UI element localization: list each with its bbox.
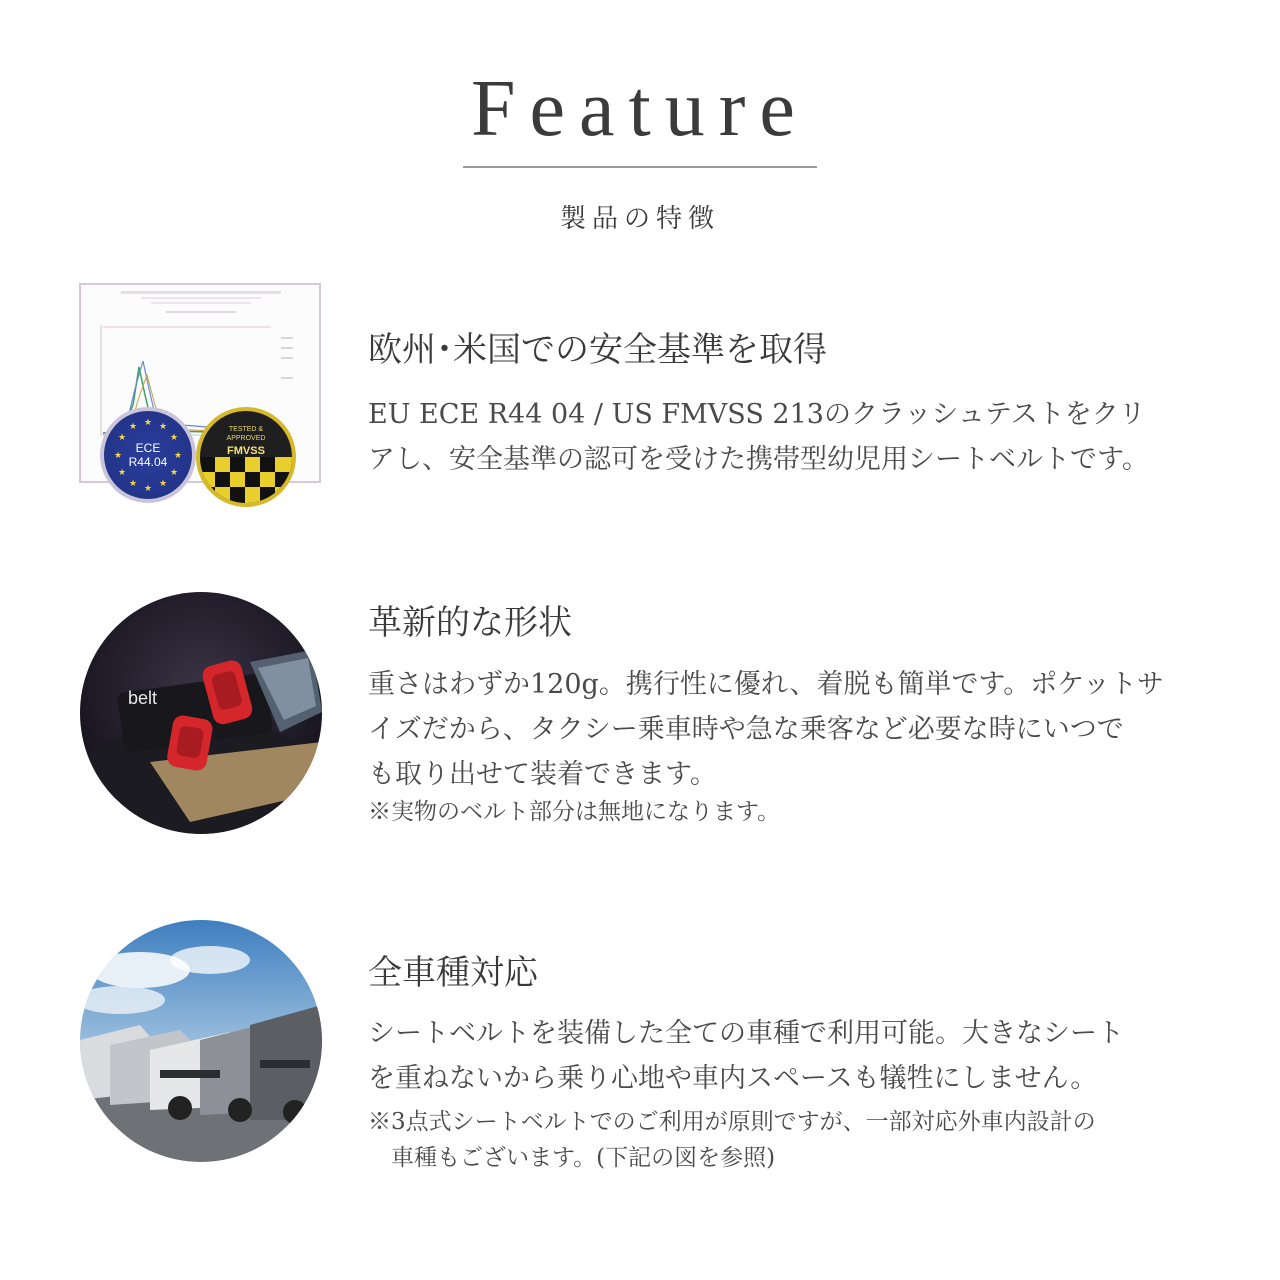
svg-text:★: ★	[158, 479, 168, 489]
title-divider	[463, 166, 817, 168]
fmvss-badge	[196, 407, 296, 507]
fmvss-badge-caption: TESTED & APPROVED	[226, 426, 266, 442]
svg-text:★: ★	[143, 484, 153, 494]
svg-text:★: ★	[143, 418, 153, 428]
cars-parking-lot-image	[80, 920, 322, 1162]
svg-text:★: ★	[169, 433, 179, 443]
feature-3-body: シートベルトを装備した全ての車種で利用可能。大きなシート を重ねないから乗り心地や車内スペースも犠牲にしません。	[368, 1018, 1124, 1094]
svg-text:★: ★	[117, 433, 127, 443]
feature-2-body: 重さはわずか120g。携行性に優れ、着脱も簡単です。ポケットサ イズだから、タクシー乗車時や急な乗客など必要な時にいつで も取り出せて装着できます。	[368, 669, 1164, 790]
feature-1-body: EU ECE R44 04 / US FMVSS 213のクラッシュテストをクリ アし、安全基準の認可を受けた携帯型幼児用シートベルトです。	[368, 399, 1149, 475]
feature-3-note: ※3点式シートベルトでのご利用が原則ですが、一部対応外車内設計の 車種もございます。(下記の図を参照)	[368, 1109, 1096, 1171]
checker-pattern-icon	[200, 457, 292, 503]
svg-text:★: ★	[173, 451, 183, 461]
page-subtitle: 製品の特徴	[559, 204, 720, 234]
fmvss-label: FMVSS	[227, 445, 265, 457]
feature-2-note: ※実物のベルト部分は無地になります。	[368, 799, 781, 825]
belt-logo-text: belt	[128, 688, 158, 708]
feature-3-heading: 全車種対応	[368, 953, 538, 993]
svg-text:★: ★	[128, 479, 138, 489]
svg-text:★: ★	[117, 468, 127, 478]
ece-r44-badge	[100, 407, 196, 503]
svg-text:★: ★	[158, 422, 168, 432]
svg-text:★: ★	[128, 422, 138, 432]
page-title: Feature	[471, 65, 809, 153]
ece-label: ECE	[135, 441, 161, 455]
cars-icon	[80, 920, 322, 1162]
svg-text:★: ★	[169, 468, 179, 478]
belt-product-image	[80, 592, 322, 834]
svg-text:★: ★	[113, 451, 123, 461]
feature-2-heading: 革新的な形状	[368, 603, 572, 643]
belt-buckle-icon	[80, 592, 322, 834]
feature-1-heading: 欧州･米国での安全基準を取得	[368, 330, 827, 370]
r44-label: R44.04	[128, 455, 168, 469]
